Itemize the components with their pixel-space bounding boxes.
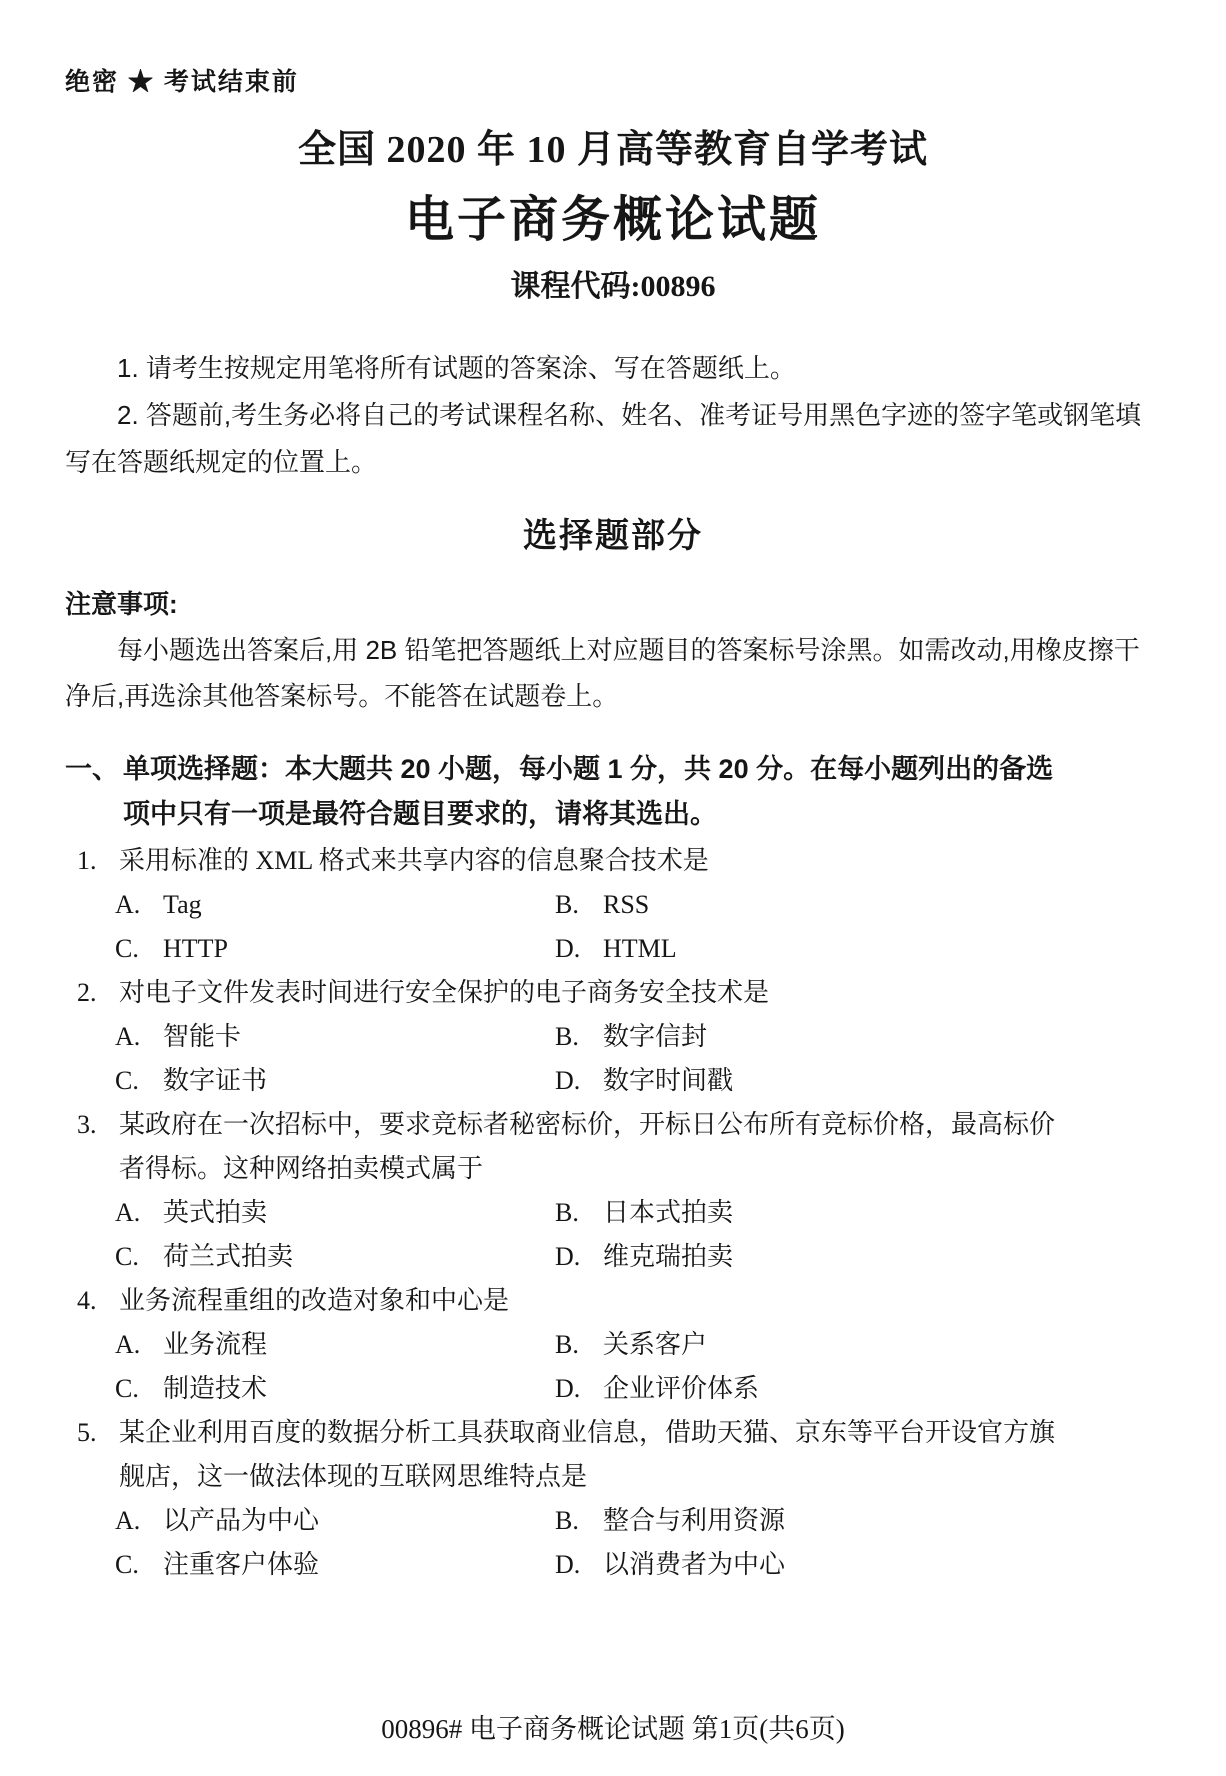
question-number: 4. — [77, 1286, 97, 1315]
exam-title: 电子商务概论试题 — [404, 192, 821, 247]
option-letter: B. — [555, 1198, 579, 1227]
option-text: HTML — [603, 934, 677, 963]
instruction-item-1: 1. 请考生按规定用笔将所有试题的答案涂、写在答题纸上。 — [117, 353, 796, 383]
option-item — [555, 1191, 1161, 1235]
option-text: HTTP — [163, 934, 228, 963]
option-item — [115, 1367, 555, 1411]
option-text: 数字证书 — [163, 1066, 268, 1095]
option-item — [555, 1235, 1161, 1279]
option-letter: C. — [115, 1242, 139, 1271]
section-title: 选择题部分 — [523, 517, 703, 555]
option-letter: D. — [555, 1242, 581, 1271]
question-number: 5. — [77, 1418, 97, 1447]
question-stem: 某企业利用百度的数据分析工具获取商业信息，借助天猫、京东等平台开设官方旗舰店，这一做法体现的互联网思维特点是 — [119, 1418, 1056, 1491]
question-head — [65, 971, 1161, 1015]
option-text: 日本式拍卖 — [603, 1198, 734, 1227]
notice-block — [65, 581, 1161, 719]
question-stem: 对电子文件发表时间进行安全保护的电子商务安全技术是 — [119, 978, 770, 1007]
notice-body: 每小题选出答案后,用 2B 铅笔把答题纸上对应题目的答案标号涂黑。如需改动,用橡皮擦干净后,再选涂其他答案标号。不能答在试题卷上。 — [65, 635, 1140, 711]
option-letter: D. — [555, 934, 581, 963]
exam-session-title: 全国 2020 年 10 月高等教育自学考试 — [297, 129, 928, 171]
notice-label: 注意事项: — [65, 589, 178, 619]
option-text: 数字信封 — [603, 1022, 708, 1051]
option-letter: D. — [555, 1550, 581, 1579]
option-text: 维克瑞拍卖 — [603, 1242, 734, 1271]
question-options — [65, 1323, 1161, 1411]
option-letter: B. — [555, 1506, 579, 1535]
question-item — [65, 971, 1161, 1103]
question-item — [65, 1103, 1161, 1279]
option-item — [555, 1323, 1161, 1367]
course-code: 课程代码:00896 — [510, 270, 716, 303]
option-item — [555, 1499, 1161, 1543]
option-item — [555, 927, 1161, 971]
option-letter: D. — [555, 1066, 581, 1095]
option-letter: A. — [115, 1330, 141, 1359]
option-text: 关系客户 — [603, 1330, 708, 1359]
question-head — [65, 1103, 1161, 1191]
question-stem: 业务流程重组的改造对象和中心是 — [119, 1286, 510, 1315]
option-item — [115, 1059, 555, 1103]
question-item — [65, 839, 1161, 971]
option-item — [115, 1235, 555, 1279]
option-text: Tag — [163, 890, 202, 919]
option-letter: B. — [555, 1022, 579, 1051]
part-heading-text: 单项选择题：本大题共 20 小题，每小题 1 分，共 20 分。在每小题列出的备选项中只有一项是最符合题目要求的，请将其选出。 — [123, 754, 1054, 829]
question-list — [65, 839, 1161, 1587]
question-options — [65, 883, 1161, 971]
instruction-item-2: 2. 答题前,考生务必将自己的考试课程名称、姓名、准考证号用黑色字迹的签字笔或钢笔填写在答题纸规定的位置上。 — [65, 400, 1142, 477]
option-text: 英式拍卖 — [163, 1198, 268, 1227]
option-letter: A. — [115, 1198, 141, 1227]
question-stem: 某政府在一次招标中，要求竞标者秘密标价，开标日公布所有竞标价格，最高标价者得标。这种网络拍卖模式属于 — [119, 1110, 1056, 1183]
option-item — [555, 883, 1161, 927]
option-letter: B. — [555, 890, 579, 919]
option-text: 企业评价体系 — [603, 1374, 760, 1403]
option-text: 荷兰式拍卖 — [163, 1242, 294, 1271]
option-item — [555, 1367, 1161, 1411]
part-one-heading — [65, 747, 1161, 837]
option-text: 智能卡 — [163, 1022, 242, 1051]
question-head — [65, 839, 1161, 883]
option-text: 数字时间戳 — [603, 1066, 734, 1095]
question-number: 3. — [77, 1110, 97, 1139]
option-text: 以消费者为中心 — [603, 1550, 786, 1579]
option-letter: B. — [555, 1330, 579, 1359]
option-letter: A. — [115, 1022, 141, 1051]
question-head — [65, 1279, 1161, 1323]
option-item — [555, 1059, 1161, 1103]
question-number: 2. — [77, 978, 97, 1007]
general-instructions — [65, 345, 1161, 486]
option-item — [115, 1015, 555, 1059]
question-options — [65, 1191, 1161, 1279]
option-item — [555, 1543, 1161, 1587]
question-options — [65, 1499, 1161, 1587]
classification-banner: 绝密 ★ 考试结束前 — [65, 68, 299, 96]
page-footer: 00896# 电子商务概论试题 第1页(共6页) — [381, 1714, 845, 1744]
option-letter: C. — [115, 1066, 139, 1095]
question-number: 1. — [77, 846, 97, 875]
option-text: 整合与利用资源 — [603, 1506, 786, 1535]
option-text: 以产品为中心 — [163, 1506, 320, 1535]
question-item — [65, 1279, 1161, 1411]
option-item — [115, 1323, 555, 1367]
option-letter: A. — [115, 1506, 141, 1535]
option-text: 注重客户体验 — [163, 1550, 320, 1579]
question-item — [65, 1411, 1161, 1587]
option-item — [115, 1499, 555, 1543]
option-text: 业务流程 — [163, 1330, 268, 1359]
question-head — [65, 1411, 1161, 1499]
option-item — [115, 1191, 555, 1235]
option-letter: D. — [555, 1374, 581, 1403]
option-letter: C. — [115, 934, 139, 963]
option-item — [115, 927, 555, 971]
option-letter: C. — [115, 1374, 139, 1403]
option-item — [115, 883, 555, 927]
option-text: RSS — [603, 890, 650, 919]
option-item — [115, 1543, 555, 1587]
option-letter: C. — [115, 1550, 139, 1579]
option-text: 制造技术 — [163, 1374, 268, 1403]
part-marker: 一、 — [65, 754, 119, 784]
question-options — [65, 1015, 1161, 1103]
option-letter: A. — [115, 890, 141, 919]
question-stem: 采用标准的 XML 格式来共享内容的信息聚合技术是 — [119, 846, 709, 875]
option-item — [555, 1015, 1161, 1059]
